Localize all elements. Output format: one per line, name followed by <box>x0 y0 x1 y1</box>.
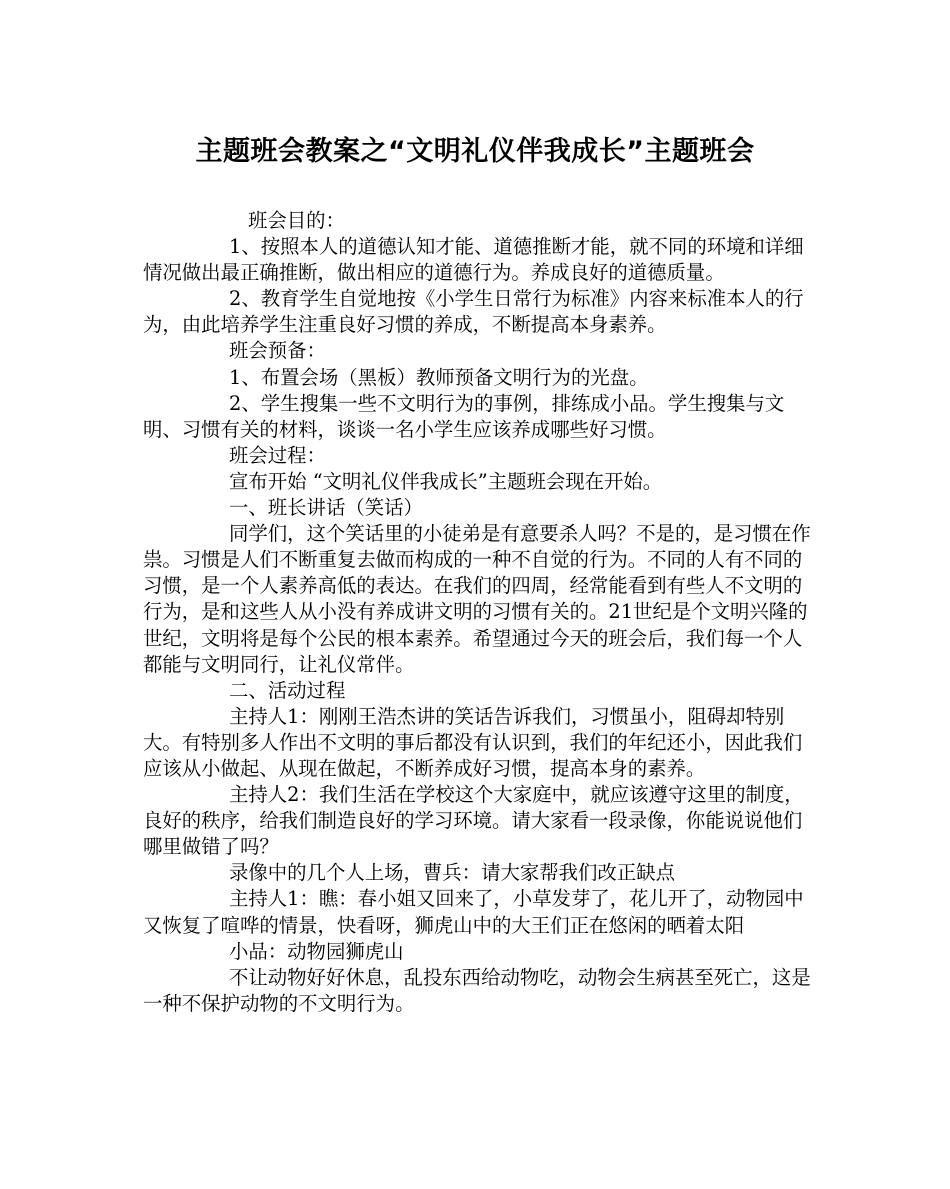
document-body <box>143 208 818 1017</box>
paragraph: 宣布开始 “文明礼仪伴我成长”主题班会现在开始。 <box>229 469 663 493</box>
paragraph-purpose-heading: 班会目的： <box>248 209 345 232</box>
paragraph-section-heading: 一、班长讲话（笑话） <box>229 496 423 520</box>
paragraph: 主持人1：刚刚王浩杰讲的笑话告诉我们，习惯虽小，阻碍却特别大。有特别多人作出不文明的事后都没有认识到，我们的年纪还小，因此我们应该从小做起、从现在做起，不断养成好习惯，提高本身的素养。 <box>143 704 803 780</box>
paragraph: 主持人2：我们生活在学校这个大家庭中，就应该遵守这里的制度，良好的秩序，给我们制造良好的学习环境。请大家看一段录像，你能说说他们哪里做错了吗？ <box>143 783 804 859</box>
paragraph-process-heading: 班会过程： <box>229 443 326 467</box>
paragraph: 同学们，这个笑话里的小徒弟是有意要杀人吗？不是的，是习惯在作祟。习惯是人们不断重复去做而构成的一种不自觉的行为。不同的人有不同的习惯，是一个人素养高低的表达。在我们的四周，经常能看到有些人不文明的行为，是和这些人从小没有养成讲文明的习惯有关的。21世纪是个文明兴隆的世纪，文明将是每个公民的根本素养。希望通过今天的班会后，我们每一个人都能与文明同行，让礼仪常伴。 <box>143 522 811 676</box>
paragraph: 主持人1：瞧：春小姐又回来了，小草发芽了，花儿开了，动物园中又恢复了喧哗的情景，快看呀，狮虎山中的大王们正在悠闲的晒着太阳 <box>143 887 804 937</box>
document-title: 主题班会教案之“文明礼仪伴我成长”主题班会 <box>195 136 755 167</box>
paragraph: 1、布置会场（黑板）教师预备文明行为的光盘。 <box>229 365 649 389</box>
paragraph: 2、学生搜集一些不文明行为的事例，排练成小品。学生搜集与文明、习惯有关的材料，谈谈一名小学生应该养成哪些好习惯。 <box>143 391 785 441</box>
paragraph: 2、教育学生自觉地按《小学生日常行为标准》内容来标准本人的行为，由此培养学生注重良好习惯的养成，不断提高本身素养。 <box>143 287 804 337</box>
paragraph: 录像中的几个人上场，曹兵：请大家帮我们改正缺点 <box>229 861 675 885</box>
paragraph: 1、按照本人的道德认知才能、道德推断才能，就不同的环境和详细情况做出最正确推断，做出相应的道德行为。养成良好的道德质量。 <box>143 235 804 285</box>
paragraph: 小品：动物园狮虎山 <box>229 939 404 963</box>
paragraph-preparation-heading: 班会预备： <box>229 339 326 363</box>
paragraph-section-heading: 二、活动过程 <box>229 678 346 702</box>
paragraph: 不让动物好好休息，乱投东西给动物吃，动物会生病甚至死亡，这是一种不保护动物的不文明行为。 <box>143 965 811 1015</box>
